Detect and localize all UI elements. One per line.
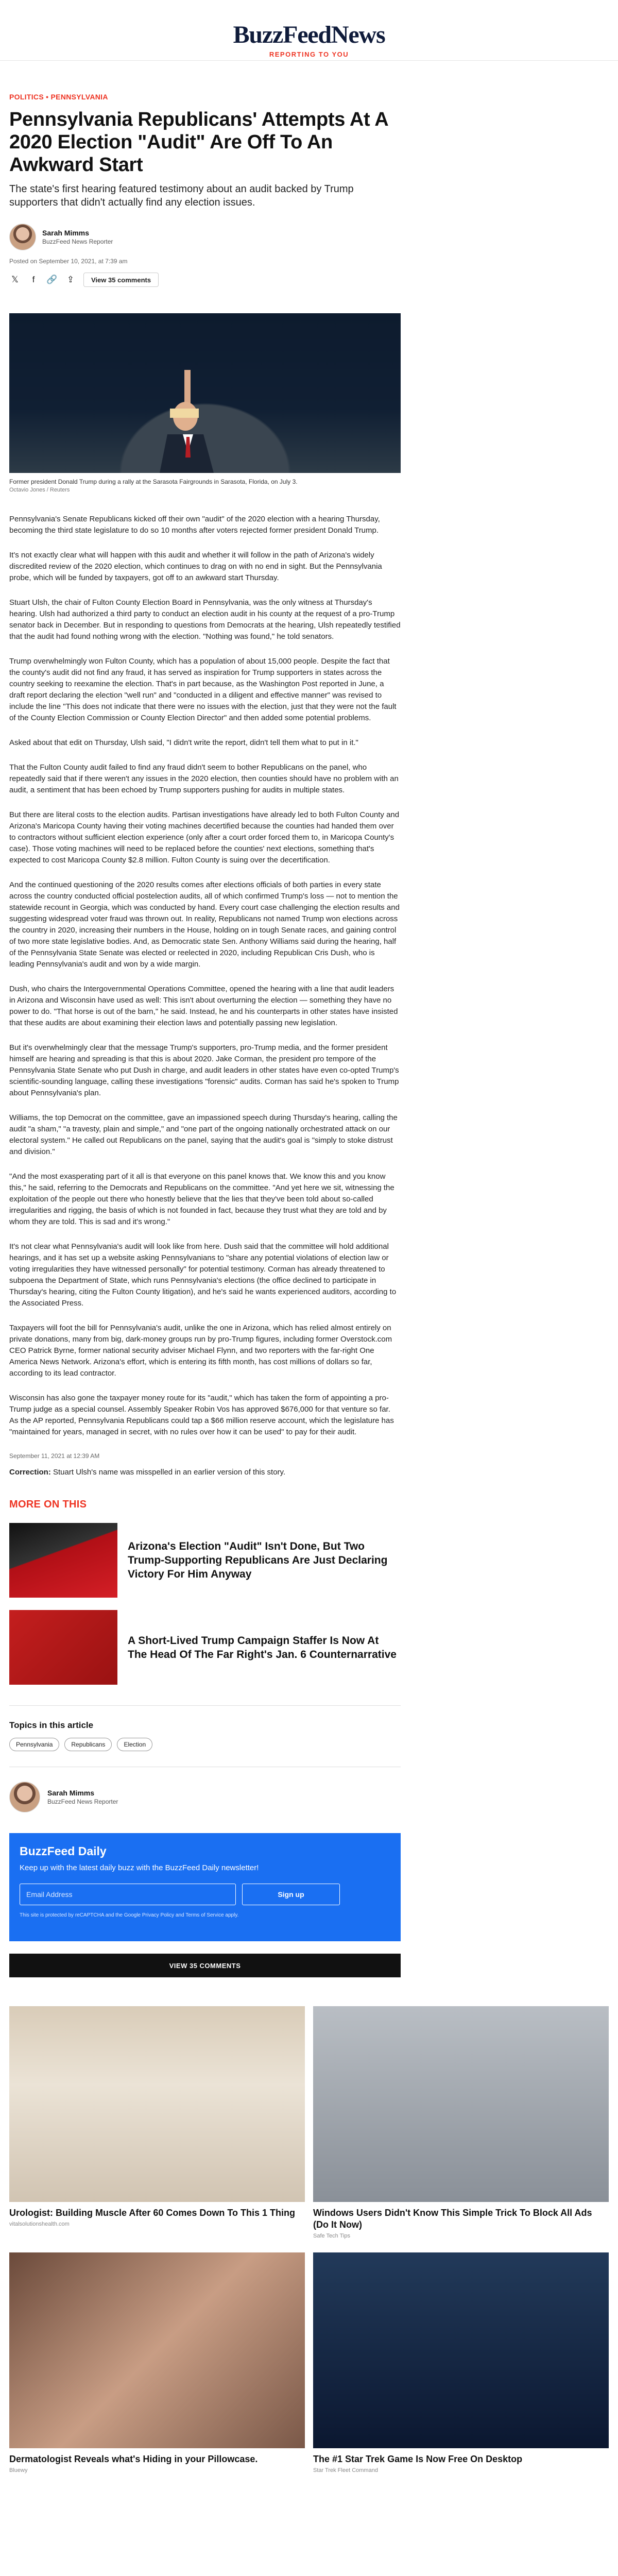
photo-caption: Former president Donald Trump during a rally at the Sarasota Fairgrounds in Sarasota, Florida, on July 3. [9,478,298,485]
author-role: BuzzFeed News Reporter [47,1798,118,1805]
updated-date: September 11, 2021 at 12:39 AM [9,1452,100,1460]
logo-news: News [331,21,385,48]
author-name[interactable]: Sarah Mimms [42,229,90,237]
topic-tags [9,1738,401,1751]
correction [9,1467,401,1478]
view-comments-button[interactable]: View 35 comments [83,273,159,287]
avatar[interactable] [9,1782,40,1812]
more-on-this-heading: MORE ON THIS [9,1499,87,1510]
paragraph: Stuart Ulsh, the chair of Fulton County Election Board in Pennsylvania, was the only witness at Thursday's hearing. Ulsh had authorized a third party to conduct an election audit in his county at the request of a pro-Trump senator back in December. But in responding to questions from Democrats at the hearing, Ulsh repeatedly testified that the audit had found nothing wrong with the election. "Nothing was found," he told senators. [9,598,401,641]
view-comments-bar-button[interactable]: VIEW 35 COMMENTS [9,1954,401,1977]
paragraph: It's not clear what Pennsylvania's audit will look like from here. Dush said that the committee will hold additional hearings, and it has set up a website asking Pennsylvanians to "share any potential violations of election law or voting irregularities they have witnessed personally" for potential testimony. Corman has already threatened to subpoena the Department of State, which runs Pennsylvania's elections (the office declined to participate in Thursday's hearing, citing the Fulton County litigation), and he's said he wants experienced auditors, according to the Associated Press. [9,1242,397,1308]
newsletter-title: BuzzFeed Daily [20,1844,107,1858]
ad-source: Star Trek Fleet Command [313,2467,378,2473]
correction-text: Stuart Ulsh's name was misspelled in an earlier version of this story. [50,1468,286,1477]
paragraph: It's not exactly clear what will happen with this audit and whether it will follow in the path of Arizona's widely discredited review of the 2020 election, which continues to drag on with no end in sight. But the Pennsylvania probe, which will be funded by taxpayers, got off to an awkward start Thursday. [9,551,382,582]
paragraph: Taxpayers will foot the bill for Pennsylvania's audit, unlike the one in Arizona, which has relied almost entirely on private donations, many from big, dark-money groups run by pro-Trump figures, including former Overstock.com CEO Patrick Byrne, former national security adviser Michael Flynn, and two reporters with the far-right One America News Network. Arizona's effort, which is entering its fifth month, has cost millions of dollars so far, according to its lead contractor. [9,1324,392,1378]
newsletter-text: Keep up with the latest daily buzz with the BuzzFeed Daily newsletter! [20,1863,259,1872]
ad-image[interactable] [9,2252,305,2448]
share-upload-icon[interactable]: ⇪ [66,275,75,284]
photo-credit: Octavio Jones / Reuters [9,487,70,493]
lead-photo [9,313,401,473]
newsletter-legal: This site is protected by reCAPTCHA and the Google Privacy Policy and Terms of Service apply. [20,1912,239,1918]
more-item[interactable] [9,1523,401,1598]
ad-source: Safe Tech Tips [313,2233,350,2239]
author-card [9,1767,401,1812]
paragraph: And the continued questioning of the 2020 results comes after elections officials of both parties in every state across the country conducted official postelection audits, all of which confirmed Trump's loss — not to mention the statewide recount in Georgia, which was conducted by hand. Every court case challenging the election results and suggesting widespread voter fraud was thrown out. In reality, Republicans not named Trump won elections across the country in 2020, increasing their numbers in the House, holding on in tough Senate races, and gaining control of two more state legislative bodies. And, as Democratic state Sen. Anthony Williams said during the hearing, half of the Pennsylvania State Senate was elected or reelected in 2020, including Republican Cris Dush, who is leading Pennsylvania's audit and won by a wide margin. [9,880,400,969]
site-logo[interactable] [0,23,618,47]
breadcrumb[interactable]: POLITICS • PENNSYLVANIA [9,93,108,101]
paragraph: Asked about that edit on Thursday, Ulsh said, "I didn't write the report, didn't tell them what to put in it." [9,738,358,747]
share-bar [9,272,401,287]
newsletter-form [20,1884,390,1905]
more-item[interactable] [9,1610,401,1685]
ad-card[interactable] [313,2006,609,2239]
more-title[interactable]: A Short-Lived Trump Campaign Staffer Is Now At The Head Of The Far Right's Jan. 6 Counternarrative [128,1634,397,1660]
ad-image[interactable] [9,2006,305,2202]
paragraph: That the Fulton County audit failed to find any fraud didn't seem to bother Republicans on the panel, who repeatedly said that if there weren't any issues in the 2020 election, then counties should have no problem with an audit, a sentiment that has been echoed by Trump supporters pushing for audits in multiple states. [9,763,399,794]
topic-tag[interactable]: Election [117,1738,152,1751]
tagline: REPORTING TO YOU [269,50,349,58]
more-title[interactable]: Arizona's Election "Audit" Isn't Done, But Two Trump-Supporting Republicans Are Just Declaring Victory For Him Anyway [128,1540,388,1580]
paragraph: But it's overwhelmingly clear that the message Trump's supporters, pro-Trump media, and the former president himself are hearing and spreading is that this is about 2020. Jake Corman, the president pro tempore of the Pennsylvania State Senate who put Dush in charge, and audit leaders in other states have even co-opted Trump's scientific-sounding language, calling these investigations "forensic" audits. Corman has said he's spoken to Trump about Pennsylvania's plan. [9,1043,399,1097]
headline: Pennsylvania Republicans' Attempts At A 2020 Election "Audit" Are Off To An Awkward Start [9,109,388,176]
facebook-icon[interactable]: f [32,275,35,284]
sign-up-button[interactable]: Sign up [242,1884,340,1905]
x-icon[interactable]: 𝕏 [11,275,19,284]
author-name[interactable]: Sarah Mimms [47,1789,95,1797]
ad-title[interactable]: Windows Users Didn't Know This Simple Trick To Block All Ads (Do It Now) [313,2208,592,2230]
ad-card[interactable] [9,2006,305,2239]
email-field[interactable] [20,1884,236,1905]
paragraph: But there are literal costs to the election audits. Partisan investigations have already led to both Fulton County and Arizona's Maricopa County having their voting machines decertified because the counties had handed them over to contractors without sufficient election experience (only after a court order forced them to, in Maricopa County's case). Those voting machines will need to be replaced before the counties' next elections, something that's expected to cost Maricopa County $2.8 million. Fulton County is suing over the decertification. [9,810,400,865]
paragraph: Williams, the top Democrat on the committee, gave an impassioned speech during Thursday's hearing, calling the audit "a sham," "a travesty, plain and simple," and "one part of the ongoing nationally orchestrated attack on our electoral system." He called out Republicans on the panel, saying that the audit's goal is "simply to stoke distrust and division." [9,1113,398,1156]
byline [9,224,401,250]
publish-date: Posted on September 10, 2021, at 7:39 am [9,258,128,265]
more-thumbnail[interactable] [9,1523,117,1598]
topic-tag[interactable]: Republicans [64,1738,112,1751]
dek: The state's first hearing featured testimony about an audit backed by Trump supporters that didn't actually find any election issues. [9,183,354,208]
ad-image[interactable] [313,2006,609,2202]
ad-source: vitalsolutionshealth.com [9,2221,70,2227]
paragraph: Trump overwhelmingly won Fulton County, which has a population of about 15,000 people. Despite the fact that the county's audit did not find any fraud, it has served as inspiration for Trump supporters in states across the country seeking to reexamine the election. That's in part because, as the Washington Post reported in June, a draft report declaring the election "well run" and "conducted in a diligent and effective manner" was revised to include the line "This does not indicate that there were no issues with the election, just that they were not the fault of the County Election Commission or County Election Director" and then added some potential problems. [9,657,397,722]
avatar[interactable] [9,224,36,250]
link-icon[interactable]: 🔗 [46,275,58,284]
paragraph: Dush, who chairs the Intergovernmental Operations Committee, opened the hearing with a line that audit leaders in Arizona and Wisconsin have used as well: This isn't about overturning the election — something they have no power to do. "That horse is out of the barn," he said. Instead, he and his counterparts in other states have insisted that these audits are about examining their election laws and potentially passing new legislation. [9,985,398,1027]
paragraph: "And the most exasperating part of it all is that everyone on this panel knows that. We know this and you know this," he said, referring to the Democrats and Republicans on the committee. "And yet here we sit, witnessing the exploitation of the people out there who honestly believe that the lies that they've been told about so-called irregularities and rigging, the basis of which is not founded in fact, because they trust what they are told and by whom they are told. This is sad and it's wrong." [9,1172,394,1226]
paragraph: Wisconsin has also gone the taxpayer money route for its "audit," which has taken the form of appointing a pro-Trump judge as a special counsel. Assembly Speaker Robin Vos has approved $676,000 for that venture so far. As the AP reported, Pennsylvania Republicans could tap a $66 million reserve account, which the legislature has "maintained for years, managed in secret, with no rules over how it can be used" to pay for their audit. [9,1394,394,1436]
logo-main: BuzzFeed [233,21,331,48]
ad-card[interactable] [313,2252,609,2473]
paragraph: Pennsylvania's Senate Republicans kicked off their own "audit" of the 2020 election with a hearing Thursday, becoming the third state legislature to do so 10 months after voters rejected former president Donald Trump. [9,515,380,535]
topics-heading: Topics in this article [9,1705,401,1731]
ad-card[interactable] [9,2252,305,2473]
ad-title[interactable]: Dermatologist Reveals what's Hiding in your Pillowcase. [9,2454,258,2464]
more-thumbnail[interactable] [9,1610,117,1685]
ad-title[interactable]: Urologist: Building Muscle After 60 Comes Down To This 1 Thing [9,2208,296,2218]
sponsored-grid [9,2006,609,2473]
masthead [0,0,618,61]
article-body [9,514,401,1438]
topic-tag[interactable]: Pennsylvania [9,1738,59,1751]
figure-silhouette [154,370,221,473]
correction-label: Correction: [9,1468,51,1477]
ad-image[interactable] [313,2252,609,2448]
ad-source: Bluewy [9,2467,28,2473]
author-role: BuzzFeed News Reporter [42,238,113,245]
newsletter-signup [9,1833,401,1941]
ad-title[interactable]: The #1 Star Trek Game Is Now Free On Desktop [313,2454,523,2464]
article [9,93,401,1977]
